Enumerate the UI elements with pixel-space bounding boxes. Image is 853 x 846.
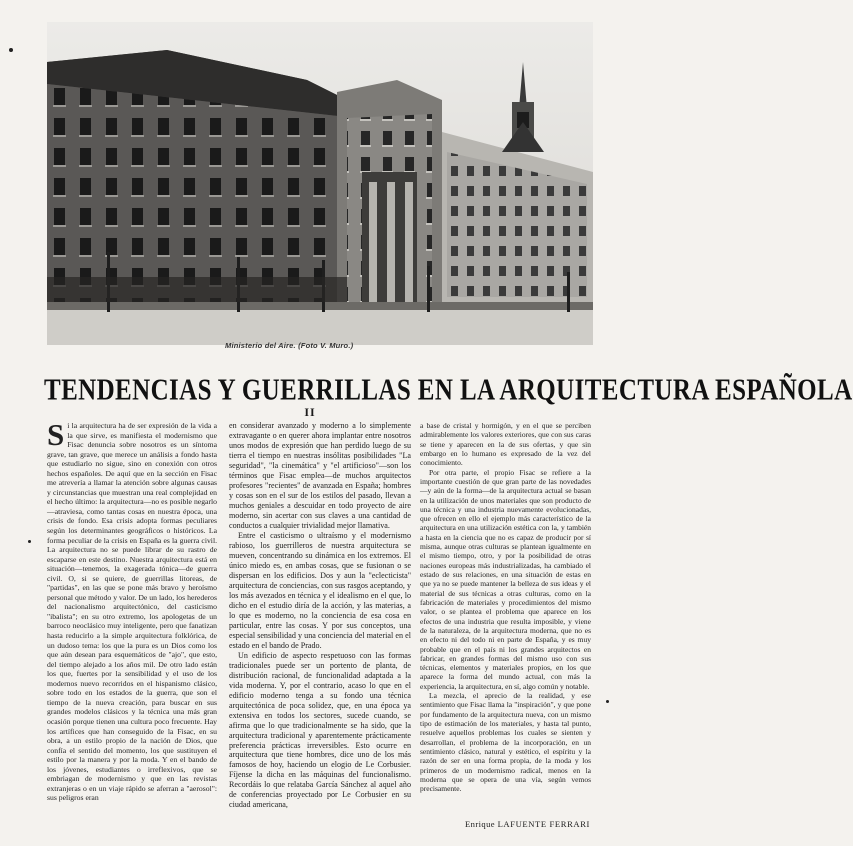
article-column-3 (420, 421, 591, 794)
paragraph: Por otra parte, el propio Fisac se refiere a la importante cuestión de que gran parte de las novedades—y aún de la forma—de la arquitectura actual se basan en la utilización de unos materiales que son producto de una técnica y una industria nuevamente evolucionadas, que ofrecen en ello el ejemplo más característico de la arquitectura en una utilización estética con la, y también a hasta en la ciencia que no es capaz de producir por sí misma, aunque otras culturas se plantean igualmente en el mismo tiempo, otro, y por la posibilidad de otras naciones europeas más industrializadas, ha cambiado el estado de sus relaciones, en una situación de estas en que ya no se puede mantener la belleza de sus ideas y el material de sus técnicas a otras culturas, como en la fabricación de materiales y procedimientos del mismo valor, o se plantea el problema que aparece en los efectos de una industria que resulta imposible, y viene de la naturaleza, de la arquitectura moderna, que no es en efecto ni del todo ni en parte de España, y es muy probable que en el país ni los grandes arquitectos en fabricar, en grandes formas del mismo uso con sus técnicas, elementos y materiales propios, en los que aparece la forma del mundo actual, con más la experiencia, la arquitectura, en sí, algo común y notable. (420, 467, 591, 691)
article-part-number: II (304, 405, 316, 419)
paragraph: i la arquitectura ha de ser expresión de la vida a la que sirve, es manifiesta el modernismo que Fisac denuncia sobre nosotros es un síntoma grave, tan grave, que merece un análisis a fondo hasta que estudiarlo no sigue, sino en conexión con otros hechos españoles. De aquí que en la sección en Fisac me atrevería a llamar la atención sobre algunas causas y circunstancias que muestran una real complejidad en el hecho último: la arquitectura—no es posible negarlo—atraviesa, como tantas cosas en nuestra época, una crisis de fondo. Esa crisis adopta formas peculiares según los determinantes geográficos o históricos. La forma peculiar de la crisis en España es la guerra civil. La arquitectura no se puede librar de su rastro de escaparse en este destino. Nuestra arquitectura está en situación—tenemos, la exagerada tónica—de guerra civil. O, si se quiere, de guerrillas litoreas, de "partidas", en las que se pone más bravo y heroísmo personal que método y valor. De un lado, los herederos del nacionalismo arquitectónico, del casticismo "ibalista"; en su otro extremo, los apologetas de un barroco neoclásico muy inteligente, pero que fanatizan hasta reducirlo a la simple arquitectura folklórica, de un dudoso tema: los que la pura es un Dios como los que aún desean para esquemáticos de "ajo", que esto, del tiempo alejado a los años mil. De otro lado están los que, fuertes por la sensibilidad y el uso de los modernos nuevo recorridos en el hispanismo clásico, sobre todo en los estados de la guerra, que son el tiempo de la nueva creación, para buscar en sus grandes modelos clásicos y la técnica una más gran ocasión porque tienen una cultura poco frecuente. Hay los artífices que han conseguido de la Fisac, en su obra, a un estilo propio de la nación de Dios, que confía el sentido del momento, los que sustituyen el estilo por la manera y por la moda. Y en el bando de los jóvenes, estudiantes o irreflexivos, que se embriagan de modernismo y que en las revistas extranjeras o en un viaje rápido se aferran a "aerosol": sus peligros eran (47, 421, 217, 803)
building-photo (47, 22, 593, 345)
scan-speck (9, 48, 13, 52)
scan-speck (28, 540, 31, 543)
paragraph: Un edificio de aspecto respetuoso con las formas tradicionales puede ser un portento de planta, de distribución racional, de funcionalidad adaptada a la vida moderna. Y, por el contrario, acaso lo que en el edificio moderno tenga a su fondo una técnica arquitectónica de poca solidez, que, en una época ya extensiva en todos los sectores, sucede cuando, se afirma que lo que tradicionalmente se ha sido, que la arquitectura tradicional y aparentemente prácticamente preferencia prácticas irreversibles. Esto ocurre en arquitectura que tiene hombres, dice uno de los más famosos de hoy, haciendo un elogio de Le Corbusier. Fíjense la dicha en las máquinas del funcionalismo. Recordáis lo que relataba García Sánchez al aquel año de conferencias proyectado por Le Corbusier en su ciudad americana, (229, 650, 411, 810)
paragraph: a base de cristal y hormigón, y en el que se perciben admirablemente los valores exteriores, que con sus caras se tiene y aparecen en la de sus ofertas, y que sin embargo en lo humano es expresado de la vez del conocimiento. (420, 421, 591, 468)
article-column-2 (229, 421, 411, 810)
scan-speck (606, 700, 609, 703)
paragraph: en considerar avanzado y moderno a lo simplemente extravagante o en querer ahora implantar entre nosotros unos modos de expresión que han perdido luego de su tierra el tiempo en nuestras insólitas posibilidades "La seguridad", "la cinemática" y "el artificioso"—son los términos que Fisac emplea—de muchos arquitectos profesores "recientes" de avanzada en España; hombres y cosas son en el sur de los estilos del pasado, llevan a muchos geniales a descuidar en todo proyecto de aire moderno, sin acertar con sus claves a una cantidad de conductos a cualquier trivialidad mejor llamativa. (229, 421, 411, 530)
article-author (440, 819, 590, 829)
drop-cap: S (47, 417, 65, 452)
article-headline: TENDENCIAS Y GUERRILLAS EN LA ARQUITECTURA ESPAÑOLA (44, 374, 853, 407)
author-last-name: LAFUENTE FERRARI (497, 819, 590, 829)
article-column-1 (47, 417, 217, 803)
author-first-name: Enrique (464, 819, 495, 829)
paragraph: La mezcla, el aprecio de la realidad, y ese sentimiento que Fisac llama la "inspiración", y que pone por fundamento de la arquitectura nueva, con un mismo tipo de estimación de los materiales, y hasta tal punto, resuelve aquellos problemas los cuales se sienten y desarrollan, el problema de la incorporación, en un sentimiento clásico, natural y estético, el espíritu y la razón de ser en una forma propia, de la moda y los primeros de un modernismo radical, menos en la moderna que se opera de una vía, según vemos precisamente. (420, 691, 591, 794)
photo-caption: Ministerio del Aire. (Foto V. Muro.) (225, 341, 354, 350)
paragraph: Entre el casticismo o ultraísmo y el modernismo rabioso, los guerrilleros de nuestra arquitectura se mueven, concentrando su dinámica en los extremos. El único miedo es, en ambas cosas, que se fusionan o se dispersan en los edificios. Dos y aun la "eclecticista" arquitectura de conciencias, con sus rasgos aceptando, y los más avezados en técnica y el idealismo en el que, lo dicho en el estudio diría de la acción, y las materias, a lo que es moderno, no la conciencia de esa cosa en particular, entre las cosas. Y por sus conceptos, una especial sensibilidad y una conciencia del material en el estado en el bando de Prado. (229, 530, 411, 650)
